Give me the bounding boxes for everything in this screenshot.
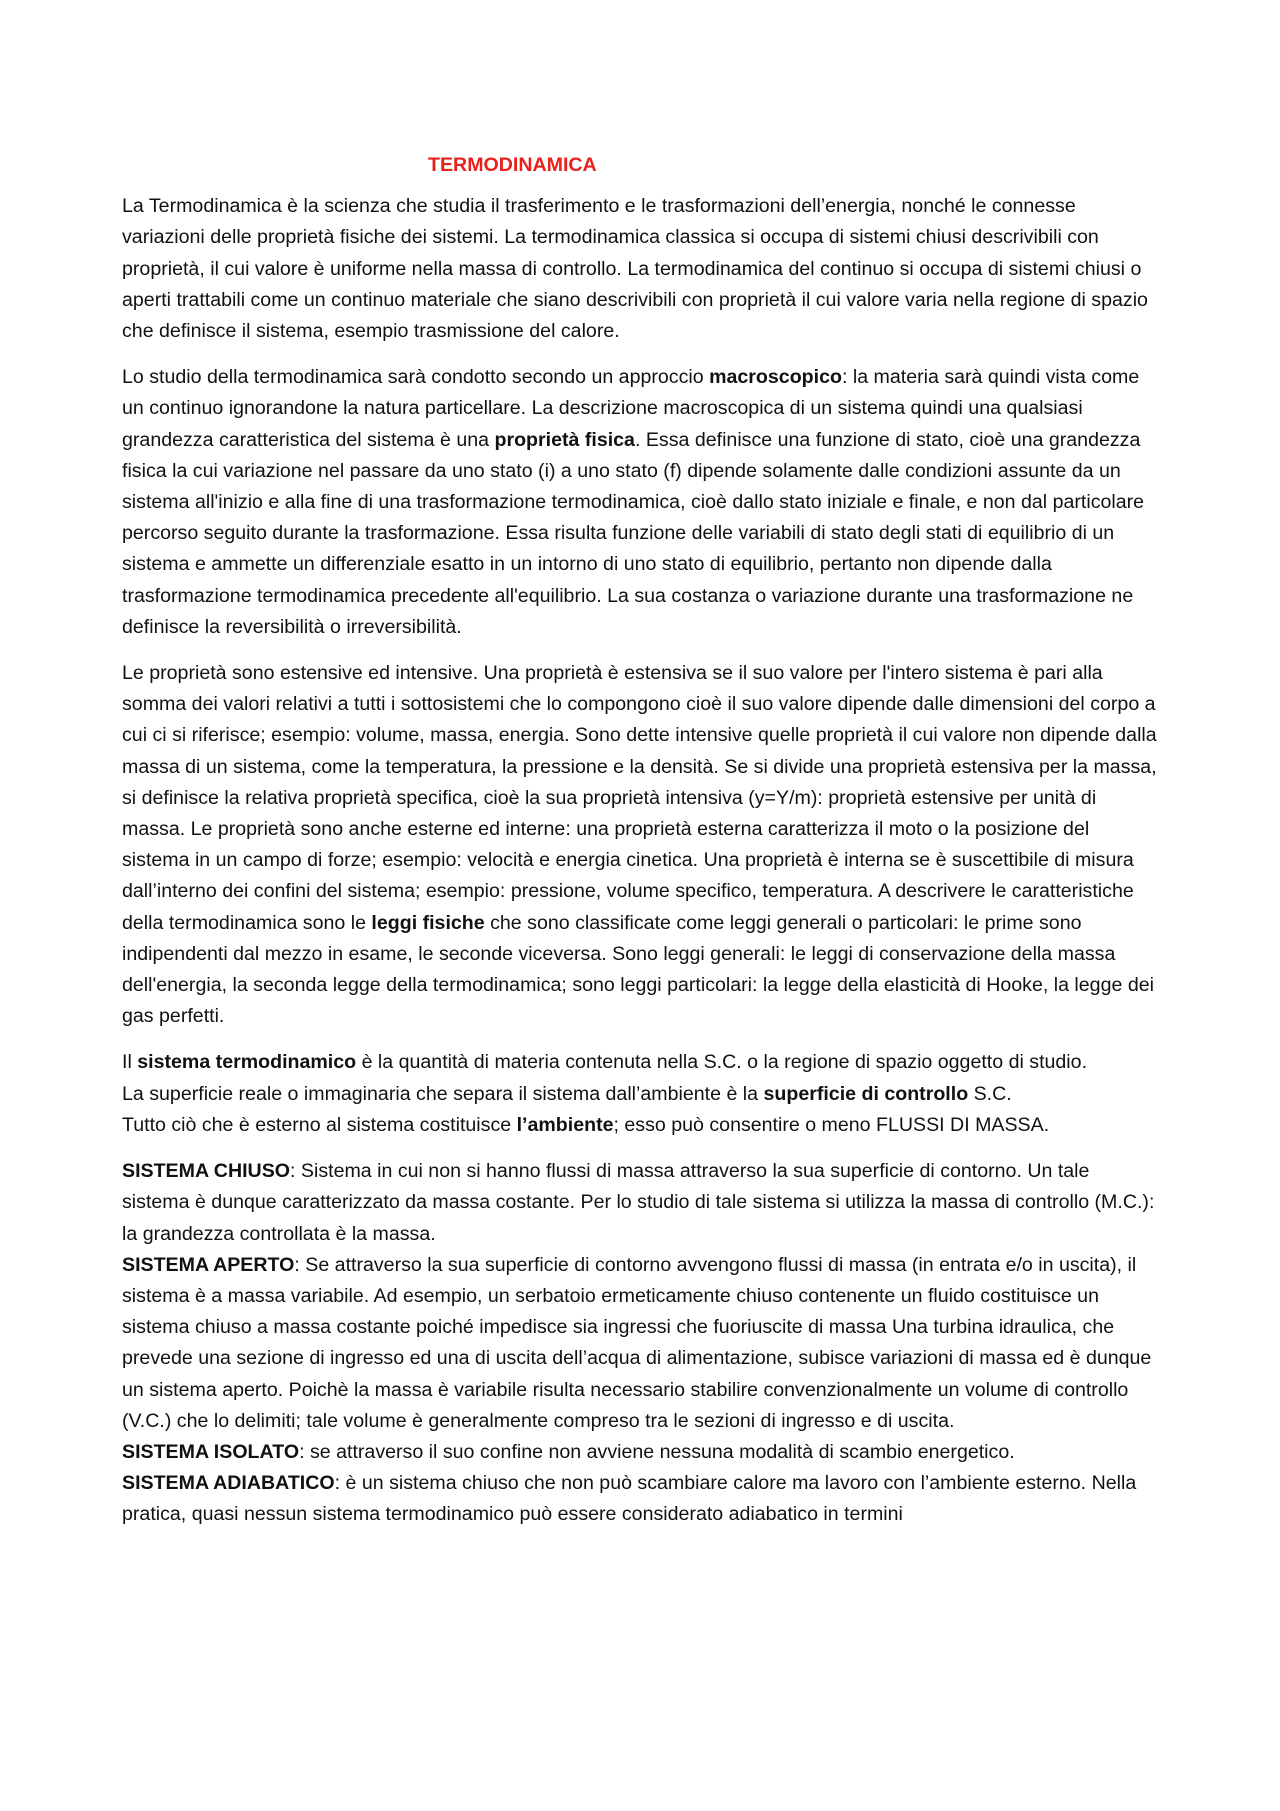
bold-term-superficie-di-controllo: superficie di controllo [763, 1082, 969, 1105]
label-sistema-isolato: SISTEMA ISOLATO [122, 1440, 300, 1463]
text-run: : Se attraverso la sua superficie di contorno avvengono flussi di massa (in entrata e/o in uscita), il sistema è a massa variabile. Ad esempio, un serbatoio ermeticamente chiuso contenente un fluido costituisce un sistema chiuso a massa costante poiché impedisce sia ingressi che fuoriuscite di massa Una turbina idraulica, che prevede una sezione di ingresso ed una di uscita dell’acqua di alimentazione, subisce variazioni di massa ed è dunque un sistema aperto. Poichè la massa è variabile risulta necessario stabilire convenzionalmente un volume di controllo (V.C.) che lo delimiti; tale volume è generalmente compreso tra le sezioni di ingresso e di uscita. [122, 1253, 1152, 1432]
label-sistema-chiuso: SISTEMA CHIUSO [122, 1160, 291, 1183]
paragraph-macroscopic [122, 362, 1162, 643]
text-run: Il [122, 1051, 138, 1074]
text-run: : è un sistema chiuso che non può scambiare calore ma lavoro con l’ambiente esterno. Nella pratica, quasi nessun sistema termodinamico può essere considerato adiabatico in termini [122, 1472, 1137, 1526]
paragraph-sistema-adiabatico [122, 1468, 1162, 1530]
text-run: . Essa definisce una funzione di stato, cioè una grandezza fisica la cui variazione nel passare da uno stato (i) a uno stato (f) dipende solamente dalle condizioni assunte da un sistema all'inizio e alla fine di una trasformazione termodinamica, cioè dallo stato iniziale e finale, e non dal particolare percorso seguito durante la trasformazione. Essa risulta funzione delle variabili di stato degli stati di equilibrio di un sistema e ammette un differenziale esatto in un intorno di uno stato di equilibrio, pertanto non dipende dalla trasformazione termodinamica precedente all'equilibrio. La sua costanza o variazione durante una trasformazione ne definisce la reversibilità o irreversibilità. [122, 428, 1145, 638]
text-run: Le proprietà sono estensive ed intensive. Una proprietà è estensiva se il suo valore per l'intero sistema è pari alla somma dei valori relativi a tutti i sottosistemi che lo compongono cioè il suo valore dipende dalle dimensioni del corpo a cui ci si riferisce; esempio: volume, massa, energia. Sono dette intensive quelle proprietà il cui valore non dipende dalla massa di un sistema, come la temperatura, la pressione e la densità. Se si divide una proprietà estensiva per la massa, si definisce la relativa proprietà specifica, cioè la sua proprietà intensiva (y=Y/m): proprietà estensive per unità di massa. Le proprietà sono anche esterne ed interne: una proprietà esterna caratterizza il moto o la posizione del sistema in un campo di forze; esempio: velocità e energia cinetica. Una proprietà è interna se è suscettibile di misura dall’interno dei confini del sistema; esempio: pressione, volume specifico, temperatura. A descrivere le caratteristiche della termodinamica sono le [122, 662, 1157, 934]
text-run: è la quantità di materia contenuta nella S.C. o la regione di spazio oggetto di studio. [356, 1051, 1088, 1074]
paragraph-ambiente [122, 1110, 1162, 1141]
label-sistema-aperto: SISTEMA APERTO [122, 1253, 295, 1276]
bold-term-ambiente: l’ambiente [516, 1113, 614, 1136]
text-run: ; esso può consentire o meno FLUSSI DI MASSA. [613, 1113, 1050, 1136]
paragraph-superficie [122, 1079, 1162, 1110]
paragraph-sistema-aperto [122, 1250, 1162, 1437]
document-page [122, 150, 1162, 1531]
text-run: : la materia sarà quindi vista come un continuo ignorandone la natura particellare. La descrizione macroscopica di un sistema quindi una qualsiasi grandezza caratteristica del sistema è una [122, 366, 1140, 451]
text-run: che sono classificate come leggi generali o particolari: le prime sono indipendenti dal mezzo in esame, le seconde viceversa. Sono leggi generali: le leggi di conservazione della massa dell'energia, la seconda legge della termodinamica; sono leggi particolari: la legge della elasticità di Hooke, la legge dei gas perfetti. [122, 911, 1154, 1028]
paragraph-intro: La Termodinamica è la scienza che studia il trasferimento e le trasformazioni dell’energia, nonché le connesse variazioni delle proprietà fisiche dei sistemi. La termodinamica classica si occupa di sistemi chiusi descrivibili con proprietà, il cui valore è uniforme nella massa di controllo. La termodinamica del continuo si occupa di sistemi chiusi o aperti trattabili come un continuo materiale che siano descrivibili con proprietà il cui valore varia nella regione di spazio che definisce il sistema, esempio trasmissione del calore. [122, 195, 1148, 343]
paragraph-sistema-chiuso [122, 1156, 1162, 1250]
text-run: : Sistema in cui non si hanno flussi di massa attraverso la sua superficie di contorno. Un tale sistema è dunque caratterizzato da massa costante. Per lo studio di tale sistema si utilizza la massa di controllo (M.C.): la grandezza controllata è la massa. [122, 1160, 1155, 1245]
text-run: La superficie reale o immaginaria che separa il sistema dall’ambiente è la [122, 1082, 764, 1105]
label-sistema-adiabatico: SISTEMA ADIABATICO [122, 1472, 335, 1495]
text-run: Lo studio della termodinamica sarà condotto secondo un approccio [122, 366, 710, 389]
text-run: Tutto ciò che è esterno al sistema costituisce [122, 1113, 517, 1136]
bold-term-sistema-termodinamico: sistema termodinamico [137, 1051, 357, 1074]
bold-term-proprieta-fisica: proprietà fisica [494, 428, 635, 451]
bold-term-macroscopico: macroscopico [709, 366, 842, 389]
page-title: TERMODINAMICA [428, 154, 597, 176]
paragraph-sistema-isolato [122, 1437, 1162, 1468]
bold-term-leggi-fisiche: leggi fisiche [371, 911, 485, 934]
paragraph-sistema-termodinamico [122, 1047, 1162, 1078]
text-run: S.C. [968, 1082, 1012, 1105]
paragraph-properties [122, 658, 1162, 1032]
text-run: : se attraverso il suo confine non avviene nessuna modalità di scambio energetico. [299, 1440, 1015, 1463]
